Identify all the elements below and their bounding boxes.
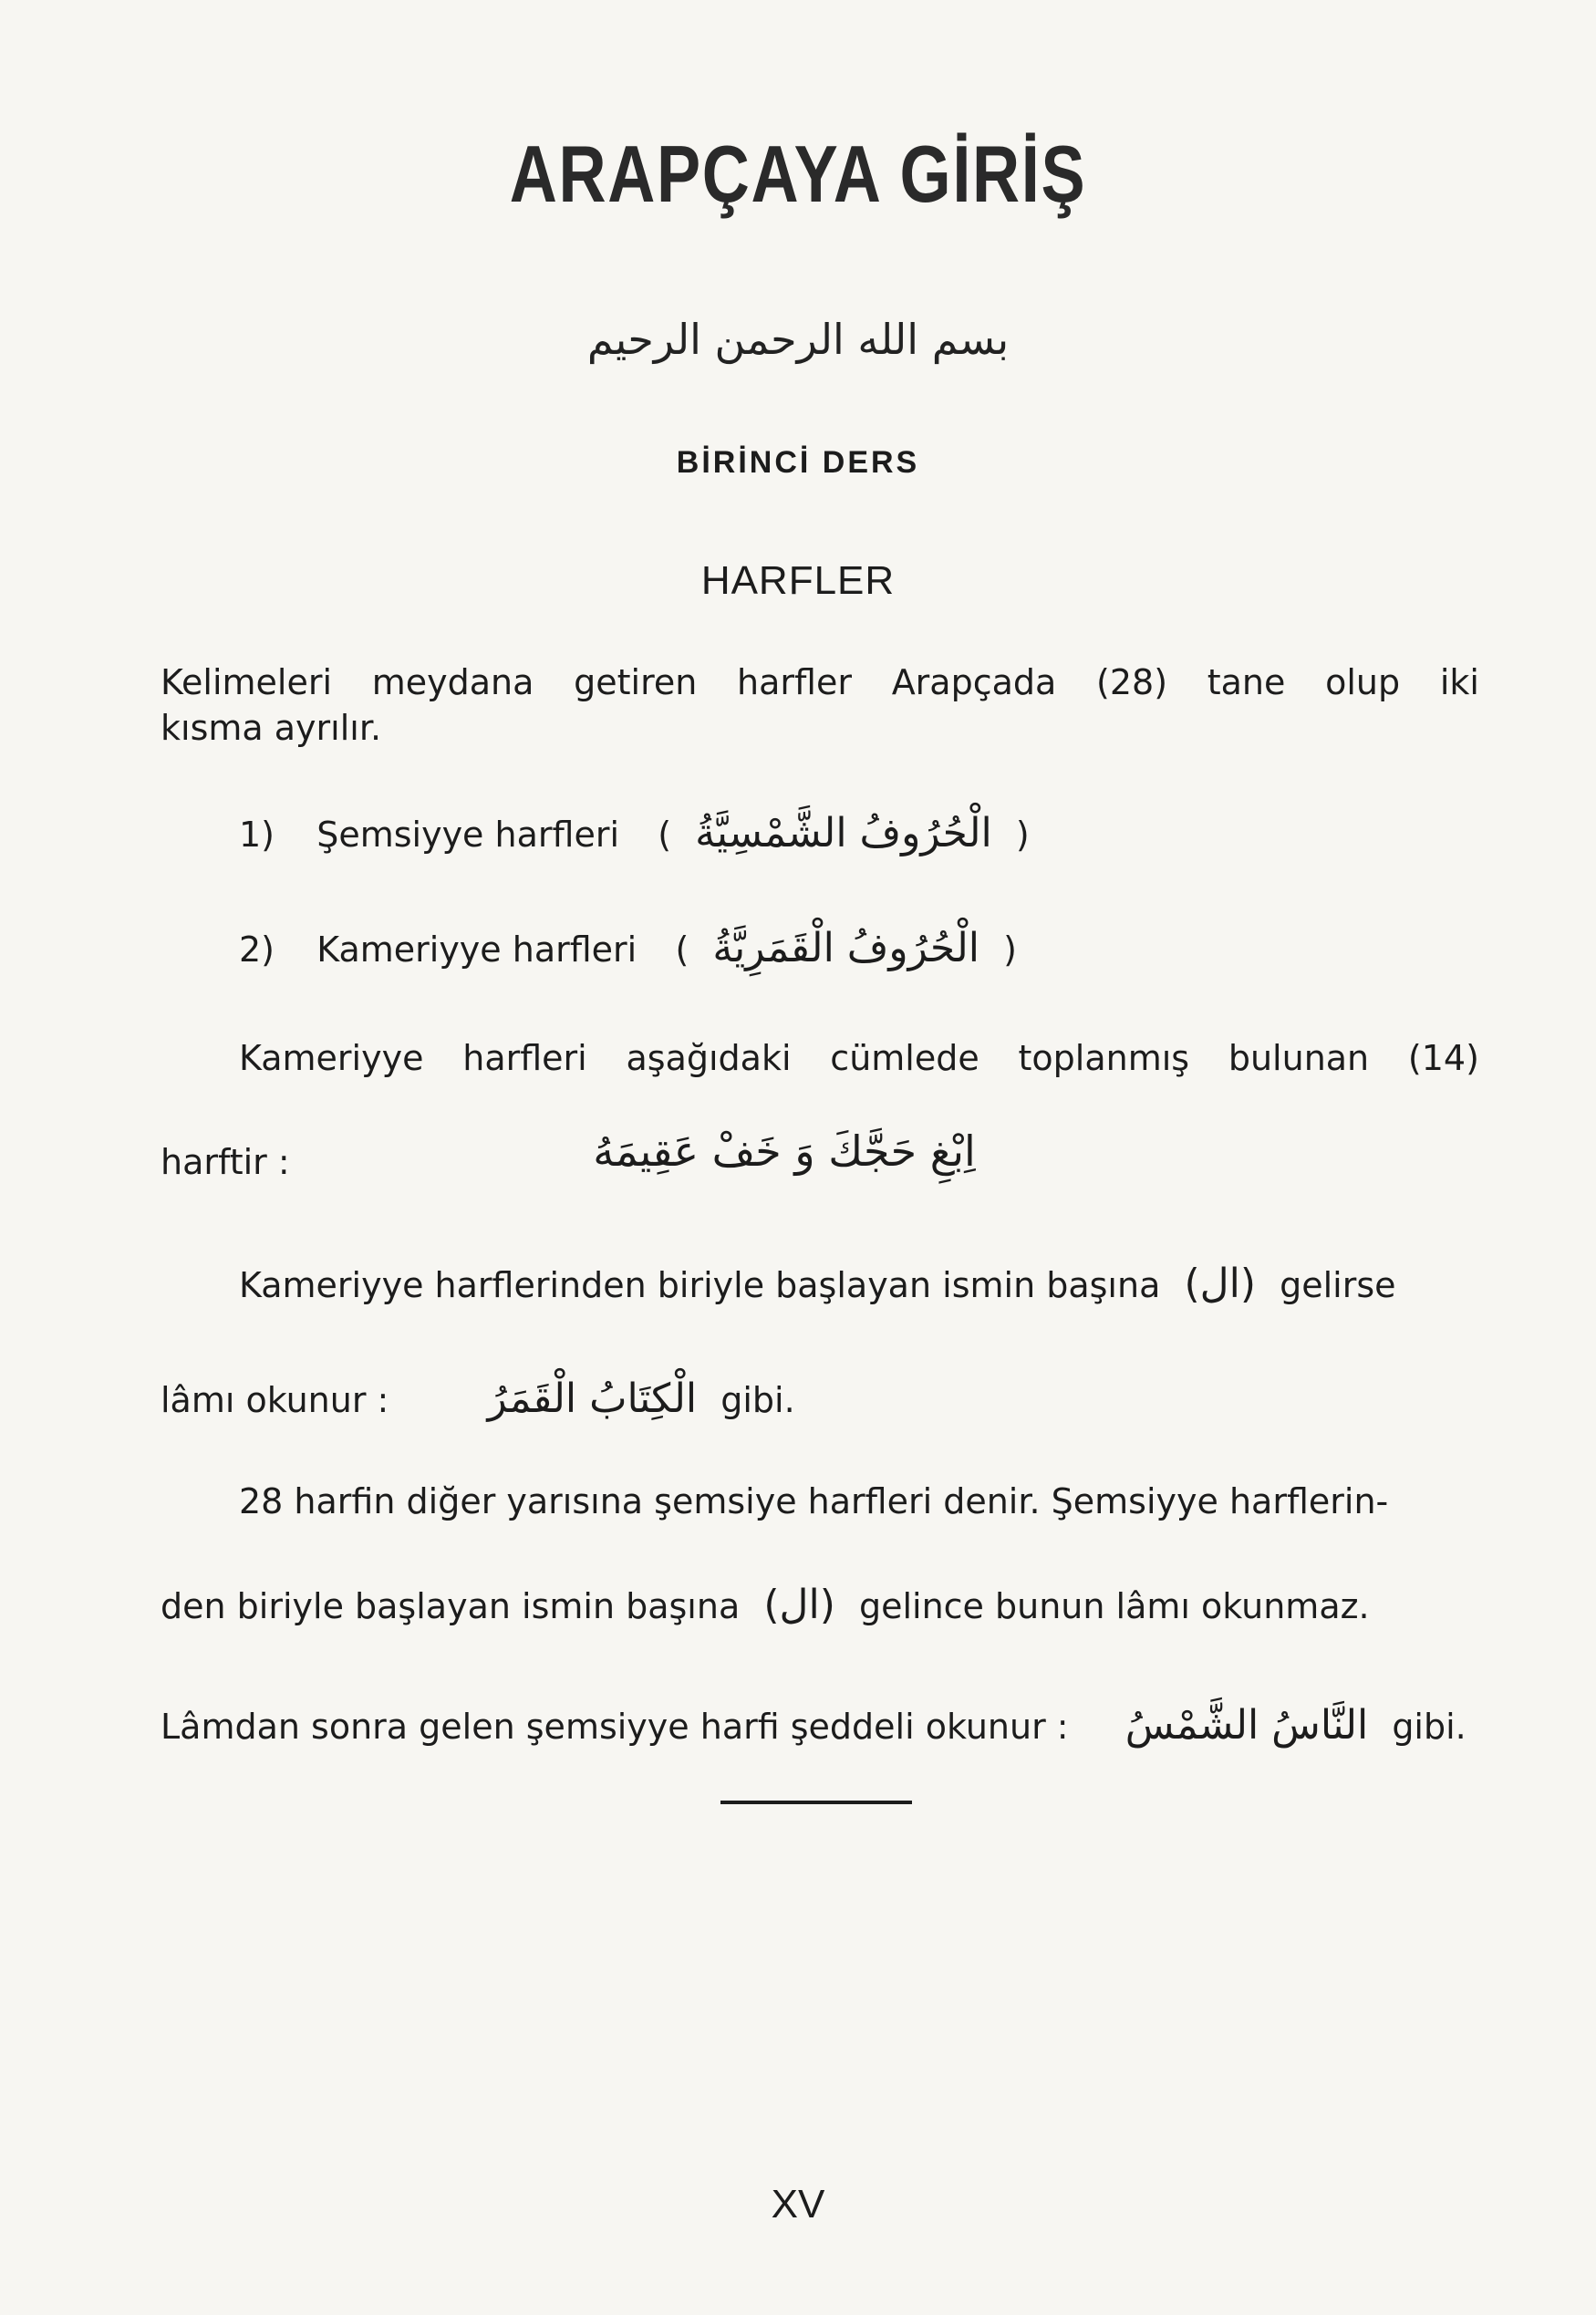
word: getiren <box>574 662 698 702</box>
open-paren: ( <box>675 929 689 970</box>
close-paren: ) <box>1015 815 1030 855</box>
shamsi-examples: النَّاسُ الشَّمْسُ <box>1124 1702 1369 1749</box>
arabic-term: الْحُرُوفُ الْقَمَرِيَّةُ <box>712 925 979 971</box>
list-item <box>239 925 1558 973</box>
lam-text: gelirse <box>1280 1265 1396 1305</box>
page-number: XV <box>771 2182 825 2227</box>
word: olup <box>1325 662 1401 702</box>
shamsi-text: den biriyle başlayan ismin başına <box>161 1586 741 1626</box>
lam-examples: الْكِتَابُ الْقَمَرُ <box>487 1376 698 1422</box>
intro-line-2: kısma ayrılır. <box>161 708 382 748</box>
list-label: Kameriyye harfleri <box>316 929 637 970</box>
word: bulunan <box>1228 1038 1370 1078</box>
page-title: ARAPÇAYA GİRİŞ <box>509 129 1087 219</box>
word: harfleri <box>462 1038 587 1078</box>
lam-line-1 <box>239 1261 1479 1309</box>
word: toplanmış <box>1018 1038 1190 1078</box>
list-item <box>239 810 1558 858</box>
word: iki <box>1439 662 1479 702</box>
shamsi-line-2 <box>161 1582 1479 1630</box>
arabic-term: الْحُرُوفُ الشَّمْسِيَّةُ <box>695 810 992 856</box>
shamsi-end: gibi. <box>1392 1707 1466 1747</box>
section-divider <box>720 1801 912 1804</box>
intro-line-1 <box>161 659 1479 706</box>
word: (28) <box>1096 662 1168 702</box>
basmala: بسم الله الرحمن الرحيم <box>586 315 1010 364</box>
lam-label: lâmı okunur : <box>161 1380 389 1420</box>
lam-text: Kameriyye harflerinden biriyle başlayan ismin başına <box>239 1265 1161 1305</box>
kameriyye-line-2: harftir : <box>161 1142 290 1182</box>
lam-end: gibi. <box>720 1380 795 1420</box>
list-number: 2) <box>239 929 275 970</box>
word: Kameriyye <box>239 1038 424 1078</box>
list-number: 1) <box>239 815 275 855</box>
open-paren: ( <box>658 815 672 855</box>
word: tane <box>1207 662 1286 702</box>
word: harfler <box>737 662 852 702</box>
list-label: Şemsiyye harfleri <box>316 815 619 855</box>
lam-line-2 <box>161 1376 1479 1424</box>
word: aşağıdaki <box>626 1038 792 1078</box>
al-article: (ال) <box>1184 1261 1256 1307</box>
shamsi-line-1: 28 harfin diğer yarısına şemsiye harfleri denir. Şemsiyye harflerin- <box>239 1481 1389 1521</box>
word: meydana <box>371 662 534 702</box>
lesson-heading: BİRİNCİ DERS <box>676 445 920 480</box>
kameriyye-mnemonic: اِبْغِ حَجَّكَ وَ خَفْ عَقِيمَهُ <box>593 1126 976 1176</box>
section-heading: HARFLER <box>700 558 896 603</box>
shamsi-text: gelince bunun lâmı okunmaz. <box>858 1586 1370 1626</box>
kameriyye-line-1 <box>239 1034 1479 1082</box>
shamsi-line-3 <box>161 1702 1479 1750</box>
shamsi-text: Lâmdan sonra gelen şemsiyye harfi şeddeli okunur : <box>161 1707 1069 1747</box>
word: Arapçada <box>891 662 1057 702</box>
word: cümlede <box>830 1038 979 1078</box>
word: (14) <box>1407 1038 1479 1078</box>
close-paren: ) <box>1003 929 1017 970</box>
word: Kelimeleri <box>161 662 333 702</box>
al-article: (ال) <box>763 1582 835 1628</box>
